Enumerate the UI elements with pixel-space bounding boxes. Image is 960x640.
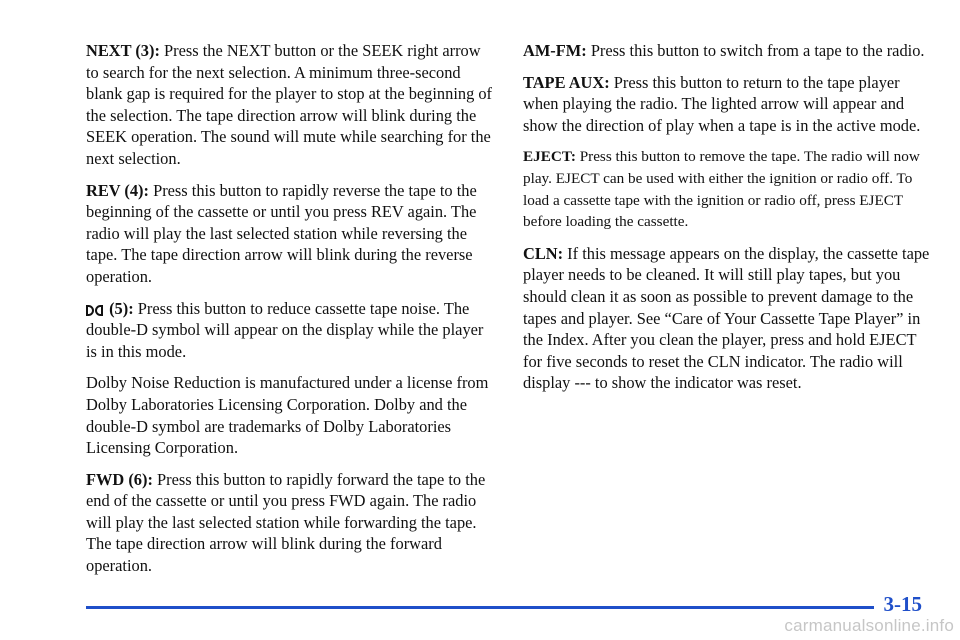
- paragraph-next: [86, 40, 496, 170]
- text-eject: Press this button to remove the tape. The radio will now play. EJECT can be used with either the ignition or radio off. To load a cassette tape with the ignition or radio off, press EJECT before loading the cassette.: [523, 148, 920, 231]
- text-next: Press the NEXT button or the SEEK right arrow to search for the next selection. A minimum three-second blank gap is required for the player to stop at the beginning of the selection. The tape direction arrow will blink during the SEEK operation. The sound will mute while searching for the next selection.: [86, 41, 493, 168]
- right-column: [523, 40, 935, 404]
- paragraph-cln: [523, 243, 935, 394]
- paragraph-am-fm: [523, 40, 935, 62]
- watermark: carmanualsonline.info: [784, 616, 954, 635]
- text-tape-aux: Press this button to return to the tape player when playing the radio. The lighted arrow will appear and show the direction of play when a tape is in the active mode.: [523, 72, 921, 135]
- term-fwd: FWD (6):: [86, 469, 153, 489]
- term-eject: EJECT:: [523, 148, 576, 166]
- left-column: [86, 40, 496, 587]
- term-rev: REV (4):: [86, 180, 149, 200]
- term-tape-aux: TAPE AUX:: [523, 72, 610, 92]
- term-am-fm: AM-FM:: [523, 41, 587, 60]
- text-dolby: Press this button to reduce cassette tape noise. The double-D symbol will appear on the display while the player is in this mode.: [86, 298, 484, 361]
- text-dolby-license: Dolby Noise Reduction is manufactured under a license from Dolby Laboratories Licensing Corporation. Dolby and the double-D symbol are trademarks of Dolby Laboratories Licensing Corporation.: [86, 373, 489, 458]
- page-number: 3-15: [883, 592, 922, 616]
- text-cln: If this message appears on the display, the cassette tape player needs to be cleaned. It will still play tapes, but you should clean it as soon as possible to prevent damage to the tapes and player. See “Care of Your Cassette Tape Player” in the Index. After you clean the player, press and hold EJECT for five seconds to reset the CLN indicator. The radio will display --- to show the indicator was reset.: [523, 243, 930, 393]
- term-dolby: (5):: [105, 298, 134, 318]
- text-fwd: Press this button to rapidly forward the tape to the end of the cassette or until you press FWD again. The radio will play the last selected station while forwarding the tape. The tape direction arrow will blink during the forward operation.: [86, 469, 486, 576]
- term-next: NEXT (3):: [86, 41, 160, 60]
- term-cln: CLN:: [523, 243, 564, 263]
- text-am-fm: Press this button to switch from a tape to the radio.: [586, 41, 925, 60]
- paragraph-fwd: [86, 469, 496, 577]
- paragraph-tape-aux: [523, 72, 935, 137]
- text-rev: Press this button to rapidly reverse the tape to the beginning of the cassette or until you press REV again. The radio will play the last selected station while reversing the tape. The tape direction arrow will blink during the reverse operation.: [86, 180, 477, 286]
- paragraph-dolby-license: [86, 372, 496, 458]
- paragraph-rev: [86, 180, 496, 288]
- paragraph-dolby: [86, 298, 496, 363]
- footer-rule: [86, 606, 874, 609]
- dolby-double-d-icon: [86, 305, 103, 316]
- paragraph-eject: [523, 146, 935, 232]
